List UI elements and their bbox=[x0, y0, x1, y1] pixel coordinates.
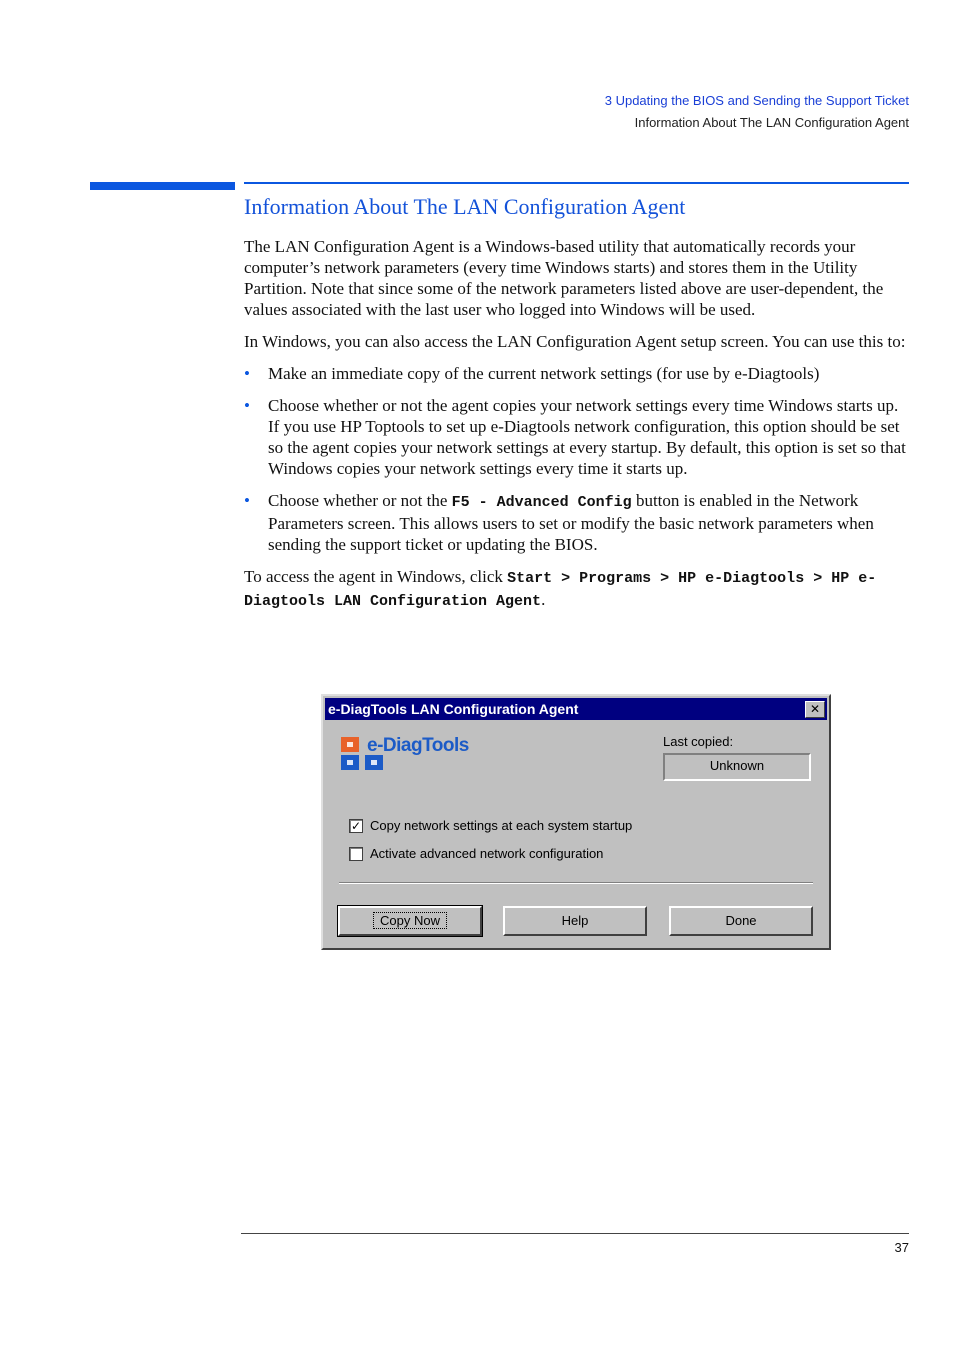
running-head-chapter: 3 Updating the BIOS and Sending the Support Ticket bbox=[604, 93, 909, 108]
intro-paragraph: The LAN Configuration Agent is a Windows-based utility that automatically records your computer’s network parameters (every time Windows starts) and stores them in the Utility Partition. Note that since some of the network parameters listed above are user-dependent, the values associated with the last user who logged into Windows will be used. bbox=[244, 237, 884, 319]
bullet-icon: • bbox=[244, 396, 250, 415]
e-diagtools-logo bbox=[341, 734, 481, 774]
copy-at-startup-label: Copy network settings at each system startup bbox=[370, 818, 633, 833]
section-accent-bar bbox=[90, 182, 235, 190]
logo-square-icon bbox=[365, 755, 383, 770]
running-head bbox=[605, 90, 909, 134]
bullet-icon: • bbox=[244, 364, 250, 383]
section-rule bbox=[244, 182, 909, 184]
help-button[interactable]: Help bbox=[503, 906, 647, 936]
running-head-section: Information About The LAN Configuration Agent bbox=[634, 115, 909, 130]
dialog-titlebar[interactable] bbox=[325, 698, 827, 720]
bullet-text-after: button is enabled in the Network Parameters screen. This allows users to set or modify the basic network parameters when sending the support ticket or updating the BIOS. bbox=[268, 491, 874, 554]
inline-code: F5 - Advanced Config bbox=[451, 494, 632, 511]
setup-paragraph: In Windows, you can also access the LAN Configuration Agent setup screen. You can use this to: bbox=[244, 332, 906, 351]
list-item bbox=[244, 363, 908, 384]
access-text: To access the agent in Windows, click bbox=[244, 567, 508, 586]
page-number: 37 bbox=[894, 1240, 909, 1255]
advanced-config-checkbox[interactable] bbox=[349, 846, 603, 861]
bullet-text-before: Choose whether or not the bbox=[268, 491, 452, 510]
list-item bbox=[244, 395, 908, 479]
lan-config-dialog bbox=[321, 694, 831, 950]
body-content bbox=[244, 236, 908, 623]
copy-at-startup-checkbox[interactable] bbox=[349, 818, 632, 833]
bullet-text: Choose whether or not the agent copies your network settings every time Windows starts up. If you use HP Toptools to set up e-Diagtools network configuration, this option should be set so the agent copies your network settings at every startup. By default, this option is set so that Windows copies your network settings every time it starts up. bbox=[268, 396, 906, 478]
copy-now-button[interactable]: Copy Now bbox=[338, 906, 482, 936]
dialog-title: e-DiagTools LAN Configuration Agent bbox=[328, 701, 579, 717]
footer-rule bbox=[241, 1233, 909, 1234]
last-copied-value: Unknown bbox=[663, 753, 811, 781]
menu-path: Start > Programs > HP e-Diagtools > HP e-Diagtools LAN Configuration Agent bbox=[244, 570, 877, 610]
last-copied-label: Last copied: bbox=[663, 734, 734, 749]
bullet-list bbox=[244, 363, 908, 555]
logo-square-icon bbox=[341, 737, 359, 752]
checkbox-checked-icon[interactable]: ✓ bbox=[350, 818, 362, 833]
close-icon[interactable]: ✕ bbox=[805, 701, 825, 718]
logo-square-icon bbox=[341, 755, 359, 770]
list-item bbox=[244, 490, 908, 555]
access-period: . bbox=[541, 590, 546, 609]
bullet-icon: • bbox=[244, 491, 250, 510]
done-button[interactable]: Done bbox=[669, 906, 813, 936]
logo-text: e-DiagTools bbox=[367, 735, 469, 756]
advanced-config-label: Activate advanced network configuration bbox=[370, 846, 604, 861]
dialog-divider bbox=[339, 882, 813, 884]
bullet-text: Make an immediate copy of the current network settings (for use by e-Diagtools) bbox=[268, 364, 820, 383]
access-paragraph bbox=[244, 566, 908, 612]
checkbox-unchecked-icon[interactable] bbox=[349, 847, 363, 861]
section-title: Information About The LAN Configuration Agent bbox=[244, 194, 686, 219]
